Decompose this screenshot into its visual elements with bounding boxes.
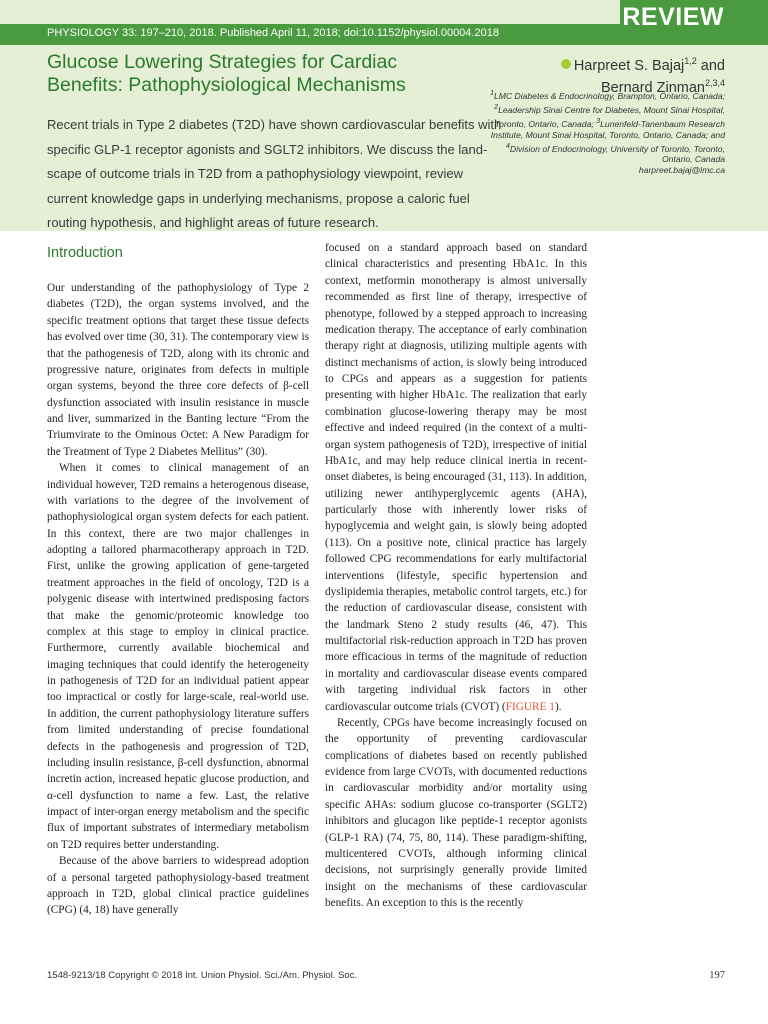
- body-paragraph: Our understanding of the pathophysiology of Type 2 diabetes (T2D), the organ systems involved, and the specific treatment options that target these tissue defects has evolved over time (30, 31). The contemporary view is that the pathogenesis of T2D, along with its chronic and progressive nature, originates from defects in multiple organ systems, beyond the three core defects of β-cell dysfunction associated with insulin resistance in muscle and liver, summarized in the Banting lecture “From the Triumvirate to the Ominous Octet: A New Paradigm for the Treatment of Type 2 Diabetes Mellitus” (30).: [47, 282, 309, 458]
- affil-sup: 1: [489, 89, 494, 97]
- body-paragraph: Because of the above barriers to widespread adoption of a personal targeted pathophysiology-based treatment approach in T2D, global clinical practice guidelines (CPG) (4, 18) have generally: [47, 855, 309, 917]
- author-line-1: [561, 53, 725, 75]
- affiliation-line: Institute, Mount Sinai Hospital, Toronto, Ontario, Canada; and: [490, 129, 725, 140]
- author-superscript: 1,2: [684, 56, 697, 66]
- author-conjunction: and: [696, 57, 725, 74]
- abstract-line: Recent trials in Type 2 diabetes (T2D) have shown cardiovascular benefits with: [47, 117, 502, 132]
- affiliation-line: Toronto, Ontario, Canada; $^3$Lunenfeld-Tanenbaum Research: [494, 116, 725, 129]
- page-number: 197: [709, 970, 725, 981]
- affiliation-line: $^4$Division of Endocrinology, University of Toronto, Toronto,: [505, 141, 725, 154]
- body-paragraph: Recently, CPGs have become increasingly focused on the opportunity of preventing cardiovascular complications of diabetes based on recently published evidence from large CVOTs, with documented reductions in cardiovascular morbidity and/or mortality using specific AHAs: sodium glucose co-transporter (SGLT2) inhibitors and glucagon like peptide-1 receptor agonists (GLP-1 RA) (74, 75, 80, 114). These paradigm-shifting, multicentered CVOTs, although informing clinical decisions, not surprisingly generally provide limited insight on the mechanisms of these cardiovascular benefits. An exception to this is the recently: [325, 716, 587, 909]
- abstract-line: scape of outcome trials in T2D from a pathophysiology viewpoint, review: [47, 166, 463, 181]
- affil-sup: 3: [596, 116, 601, 125]
- body-paragraph: When it comes to clinical management of an individual however, T2D remains a heterogenous disease, with variations to the degree of the involvement of pathophysiological organ system defects for each patient. In this context, there are two major challenges in adopting a tailored pharmacotherapy approach in T2D. First, unlike the growing application of gene-targeted treatment approaches in the field of oncology, T2D is a polygenic disease with intertwined predisposing factors that make the genomic/proteomic knowledge too complex at this stage to employ in clinical practice. Furthermore, currently available biochemical and imaging techniques that could identify the heterogeneity in pathogenesis of T2D for an individual patient appear too impractical or costly for large-scale, real-world use. In addition, the current pathophysiology literature suffers from limited understanding of precise foundational defects in the pathogenesis and progression of T2D, including insulin resistance, β-cell dysfunction, abnormal incretin action, increased hepatic glucose production, and α-cell dysfunction to name a few. Last, the relative impact of inter-organ energy metabolism and the specific flux of important substrates of intermediary metabolism on T2D requires better understanding.: [47, 462, 309, 851]
- abstract-line: current knowledge gaps in underlying mechanisms, propose a caloric fuel: [47, 190, 470, 206]
- right-column: [325, 240, 587, 911]
- affiliation-line: $^2$Leadership Sinai Centre for Diabetes, Mount Sinai Hospital,: [494, 102, 725, 115]
- author-name: Bernard Zinman: [601, 79, 705, 96]
- figure-link[interactable]: FIGURE 1: [505, 700, 555, 713]
- abstract-line: specific GLP-1 receptor agonists and SGLT2 inhibitors. We discuss the land-: [47, 141, 488, 157]
- title-line-1: Glucose Lowering Strategies for Cardiac: [47, 51, 398, 73]
- abstract-line: routing hypothesis, and highlight areas of future research.: [47, 215, 379, 230]
- copyright-footer: 1548-9213/18 Copyright © 2018 Int. Union Physiol. Sci./Am. Physiol. Soc.: [47, 970, 358, 981]
- author-superscript: 2,3,4: [704, 77, 725, 88]
- affiliations: [490, 88, 725, 176]
- affil-sup: 4: [505, 141, 510, 150]
- citation-line: PHYSIOLOGY 33: 197–210, 2018. Published April 11, 2018; doi:10.1152/physiol.00004.2018: [47, 27, 499, 39]
- left-column: [47, 240, 309, 919]
- article-title: [47, 51, 467, 97]
- author-name: Harpreet S. Bajaj: [573, 57, 685, 74]
- affiliation-line: Ontario, Canada: [661, 154, 725, 165]
- orcid-icon[interactable]: [561, 59, 571, 69]
- abstract: [47, 113, 502, 236]
- body-paragraph: focused on a standard approach based on standard clinical characteristics and presenting HbA1c. In this context, metformin monotherapy is almost universally recommended as first line of therapy, irrespective of phenotype, followed by a stepped approach to increasing medication therapy. The acceptance of early combination therapy right at diagnosis, utilizing multiple agents with distinct mechanisms of action, is slowly being introduced to CPGs and appears as a suggestion for patients presenting with higher HbA1c. The realization that early combination glucose-lowering therapy may be most effective and indeed required (in the context of a multi-organ system pathogenesis of T2D), irrespective of initial HbA1c, and may help reduce clinical inertia in recent-onset diabetes, is being encouraged (31, 113). In addition, utilizing newer antihyperglycemic agents (AHA), particularly those with inherently lower risks of hypoglycemia and weight gain, is slowly being adopted (113). On a positive note, clinical practice has largely followed CPG recommendations for early multifactorial interventions (lifestyle, specific hypertension and dyslipidemia therapies, metabolic control targets, etc.) for the reduction of cardiovascular disease, consistent with the landmark Steno 2 study results (46, 47). This multifactorial risk-reduction approach in T2D has proven more efficacious in terms of the magnitude of reduction in mortality and cardiovascular disease events compared with targeting individual risk factors in other cardiovascular outcome trials (CVOT) (FIGURE 1).: [325, 242, 587, 713]
- affil-sup: 2: [494, 102, 499, 111]
- section-heading: Introduction: [47, 245, 123, 261]
- author-email[interactable]: harpreet.bajaj@lmc.ca: [638, 165, 725, 176]
- section-label: REVIEW: [622, 3, 724, 31]
- affiliation-line: $^1$LMC Diabetes & Endocrinology, Brampton, Ontario, Canada;: [489, 89, 725, 101]
- title-line-2: Benefits: Pathophysiological Mechanisms: [47, 74, 406, 96]
